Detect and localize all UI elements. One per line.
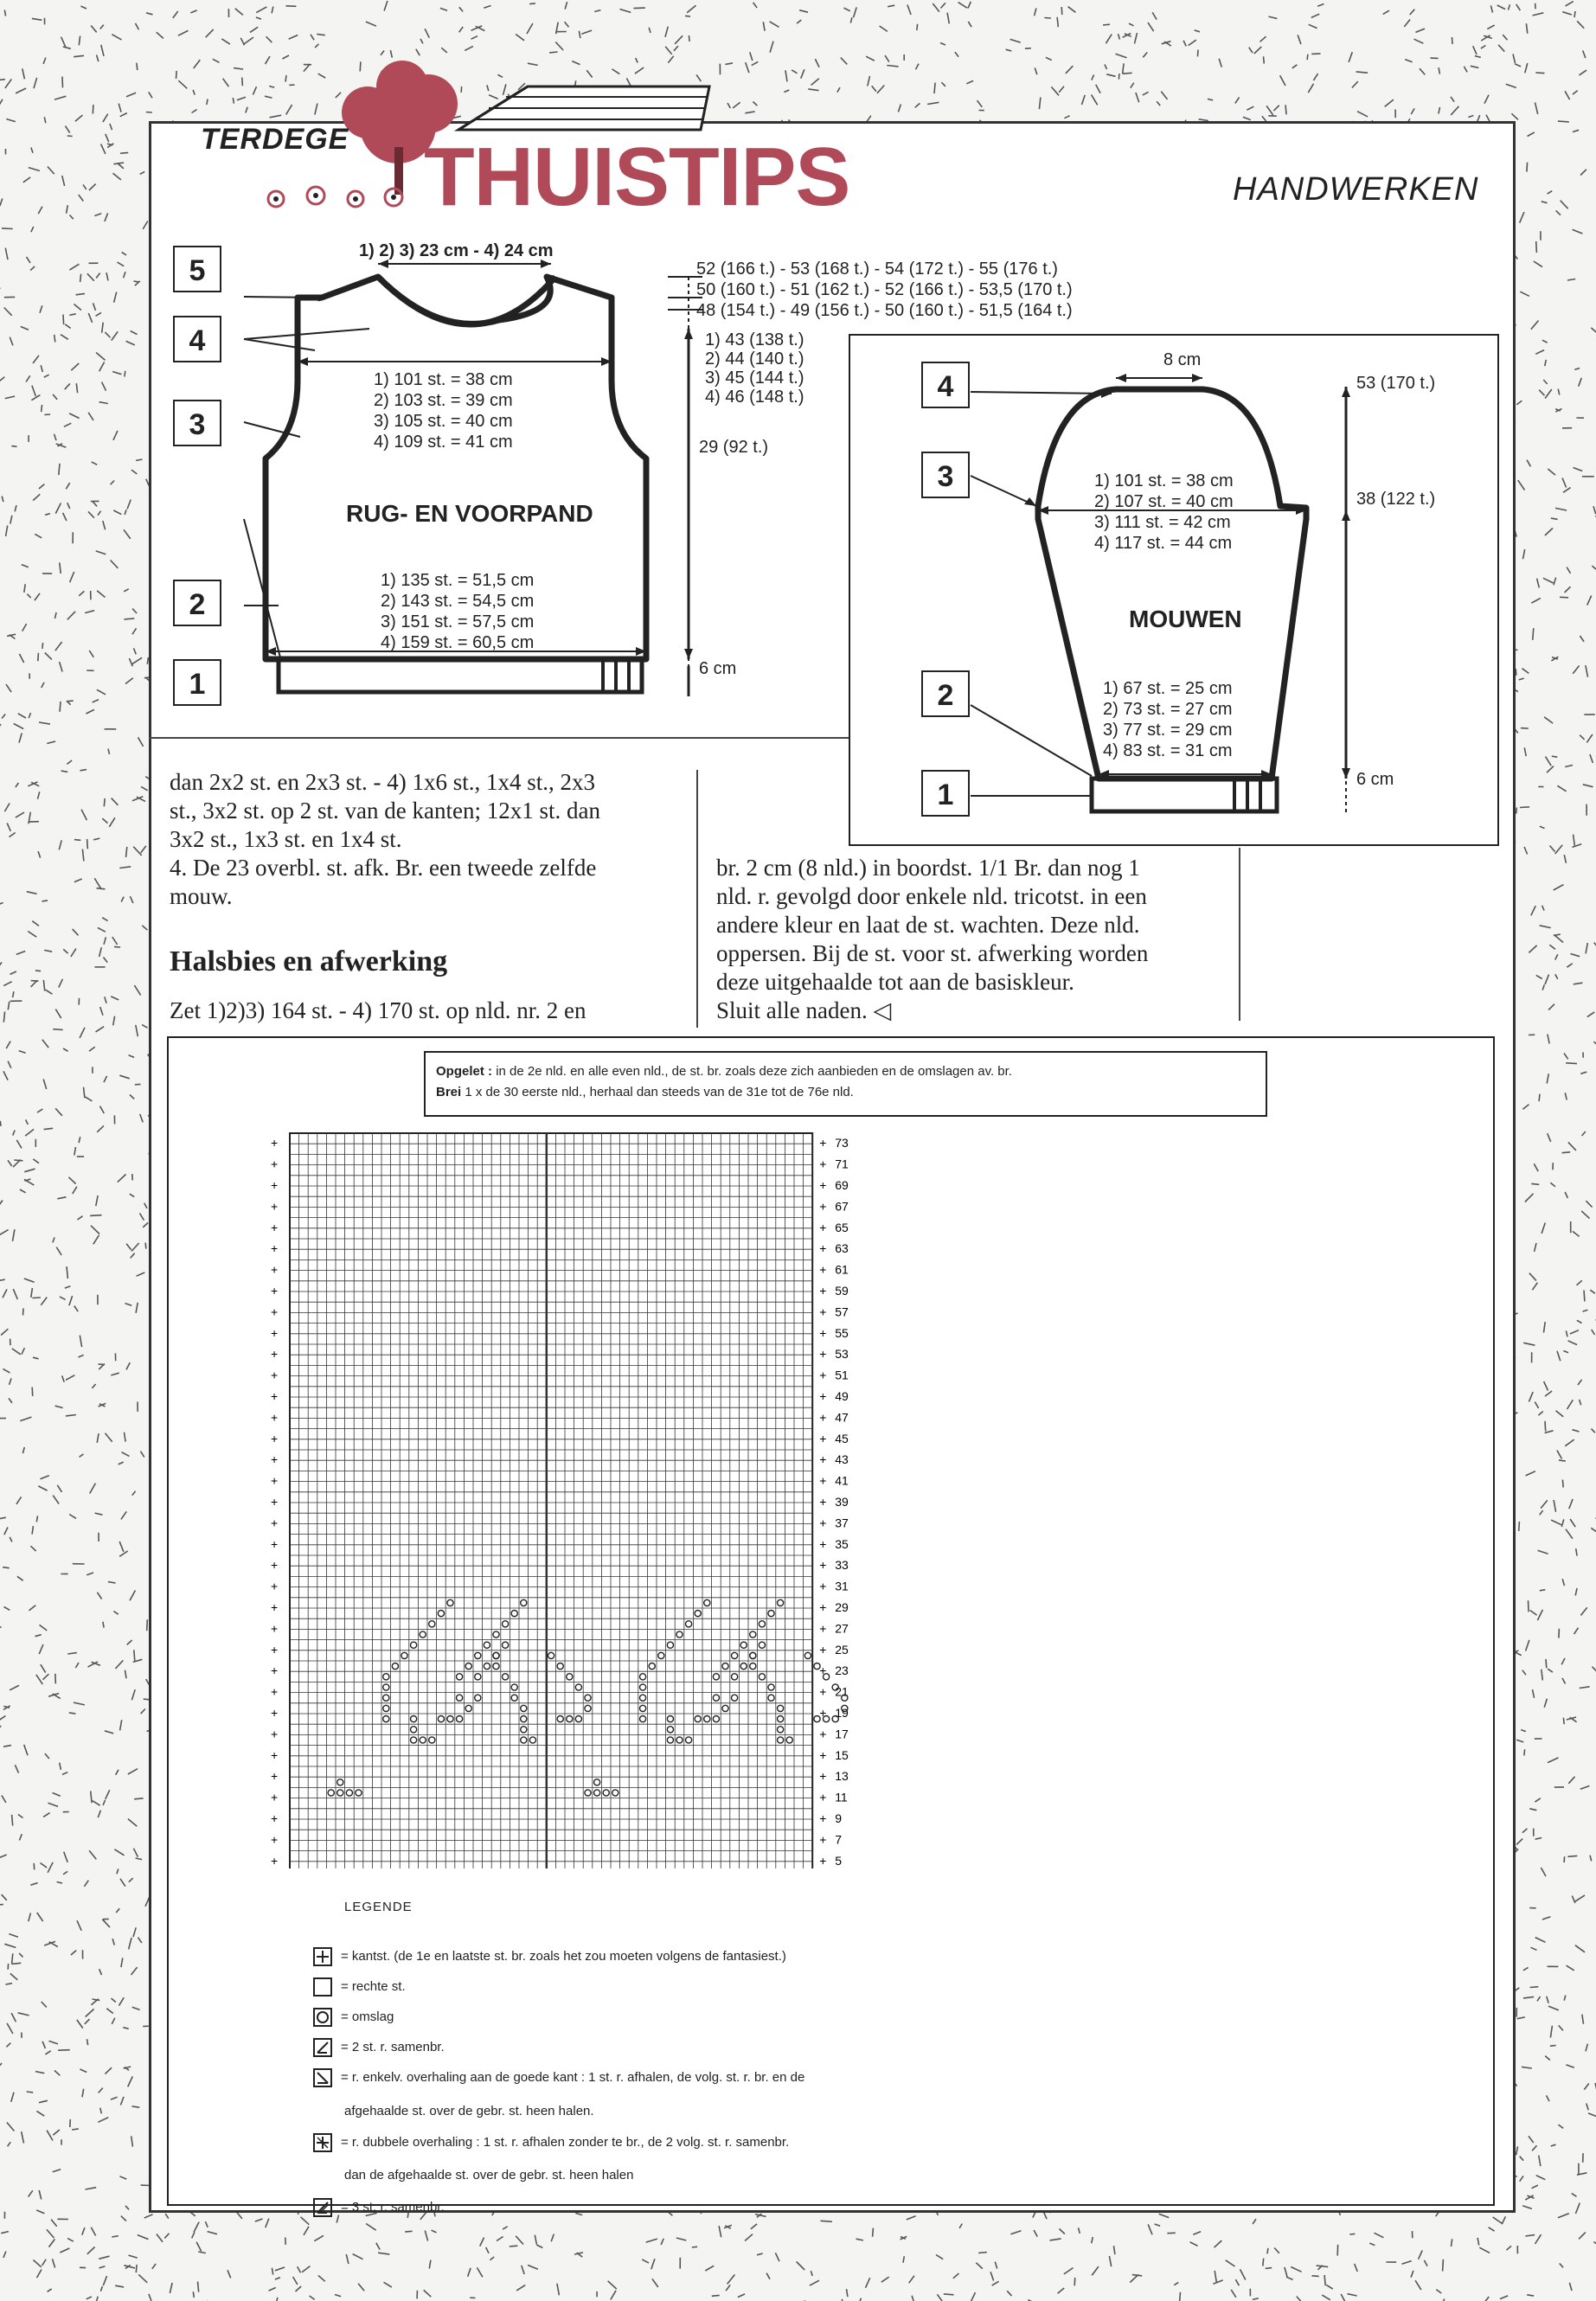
knitting-chart bbox=[260, 1125, 1471, 1868]
text-line: br. 2 cm (8 nld.) in boordst. 1/1 Br. dan nog 1 bbox=[716, 855, 1140, 881]
hem-line-1: 1) 135 st. = 51,5 cm bbox=[381, 571, 535, 590]
edge-stitch-marker: + bbox=[271, 1600, 279, 1614]
chest-line-4: 4) 109 st. = 41 cm bbox=[374, 433, 513, 452]
edge-stitch-marker: + bbox=[819, 1410, 827, 1425]
row-number: 23 bbox=[835, 1663, 849, 1678]
sleeve-marker-1: 1 bbox=[921, 770, 970, 817]
text-line: Zet 1)2)3) 164 st. - 4) 170 st. op nld. nr. 2 en bbox=[170, 997, 586, 1023]
row-number: 45 bbox=[835, 1431, 849, 1445]
sleeve-upper-line-1: 1) 101 st. = 38 cm bbox=[1094, 471, 1234, 490]
legend-item-2samen bbox=[313, 2033, 445, 2062]
edge-stitch-marker: + bbox=[271, 1684, 279, 1699]
edge-stitch-marker: + bbox=[819, 1832, 827, 1847]
legend-text: = kantst. (de 1e en laatste st. br. zoals het zou moeten volgens de fantasiest.) bbox=[341, 1949, 786, 1964]
sleeve-rib-height: 6 cm bbox=[1356, 770, 1394, 789]
sleeve-marker-2: 2 bbox=[921, 670, 970, 717]
edge-stitch-marker: + bbox=[271, 1178, 279, 1192]
edge-stitch-marker: + bbox=[271, 1853, 279, 1868]
k2tog-icon bbox=[313, 2038, 332, 2057]
note-text: in de 2e nld. en alle even nld., de st. br. zoals deze zich aanbieden en de omslagen av. br. bbox=[496, 1064, 1012, 1079]
edge-stitch-marker: + bbox=[819, 1220, 827, 1234]
sleeve-marker-4: 4 bbox=[921, 362, 970, 408]
edge-stitch-marker: + bbox=[271, 1347, 279, 1362]
legend-item-kantst bbox=[313, 1942, 786, 1971]
edge-stitch-marker: + bbox=[271, 1495, 279, 1509]
row-number: 11 bbox=[835, 1790, 848, 1804]
edge-stitch-marker: + bbox=[819, 1389, 827, 1403]
edge-stitch-marker: + bbox=[271, 1790, 279, 1804]
legend-text: = omslag bbox=[341, 2009, 394, 2024]
sleeve-top-width: 8 cm bbox=[1163, 350, 1202, 369]
sleeve-cap-length: 53 (170 t.) bbox=[1356, 374, 1436, 393]
row-number: 73 bbox=[835, 1136, 849, 1150]
armhole-line-1: 1) 43 (138 t.) bbox=[705, 330, 804, 349]
row-number: 41 bbox=[835, 1473, 849, 1488]
row-number: 57 bbox=[835, 1304, 849, 1319]
edge-stitch-marker: + bbox=[271, 1410, 279, 1425]
body-top-width: 1) 2) 3) 23 cm - 4) 24 cm bbox=[359, 241, 554, 260]
row-number: 29 bbox=[835, 1600, 849, 1614]
edge-stitch-marker: + bbox=[271, 1431, 279, 1445]
edge-stitch-marker: + bbox=[819, 1853, 827, 1868]
armhole-line-4: 4) 46 (148 t.) bbox=[705, 388, 804, 407]
edge-stitch-marker: + bbox=[271, 1706, 279, 1720]
legend-item-dubbel bbox=[313, 2128, 789, 2157]
edge-stitch-marker: + bbox=[271, 1262, 279, 1277]
row-number: 25 bbox=[835, 1642, 849, 1657]
edge-stitch-marker: + bbox=[819, 1706, 827, 1720]
edge-stitch-marker: + bbox=[819, 1558, 827, 1573]
sleeve-side-length: 38 (122 t.) bbox=[1356, 490, 1436, 509]
edge-stitch-marker: + bbox=[819, 1579, 827, 1593]
edge-stitch-marker: + bbox=[819, 1157, 827, 1171]
marker-2: 2 bbox=[173, 580, 221, 626]
edge-stitch-marker: + bbox=[819, 1241, 827, 1256]
armhole-line-3: 3) 45 (144 t.) bbox=[705, 369, 804, 388]
edge-stitch-marker: + bbox=[819, 1325, 827, 1340]
armhole-line-2: 2) 44 (140 t.) bbox=[705, 349, 804, 369]
edge-stitch-marker: + bbox=[271, 1558, 279, 1573]
edge-stitch-marker: + bbox=[819, 1452, 827, 1467]
sleeve-upper-line-2: 2) 107 st. = 40 cm bbox=[1094, 492, 1234, 511]
instructions-left-column bbox=[170, 768, 689, 911]
yarn-over-icon bbox=[313, 2008, 332, 2027]
row-number: 27 bbox=[835, 1621, 849, 1636]
section-title: HANDWERKEN bbox=[1233, 171, 1479, 208]
text-line: 3x2 st., 1x3 st. en 1x4 st. bbox=[170, 826, 402, 852]
edge-stitch-marker: + bbox=[819, 1642, 827, 1657]
edge-stitch-marker: + bbox=[819, 1178, 827, 1192]
edge-stitch-marker: + bbox=[819, 1136, 827, 1150]
row-number: 13 bbox=[835, 1769, 849, 1784]
hem-line-2: 2) 143 st. = 54,5 cm bbox=[381, 592, 535, 611]
legend-text: = 2 st. r. samenbr. bbox=[341, 2040, 445, 2054]
legend-continuation: afgehaalde st. over de gebr. st. heen halen. bbox=[344, 2104, 594, 2118]
edge-stitch-marker: + bbox=[271, 1304, 279, 1319]
note-label: Brei bbox=[436, 1085, 462, 1099]
row-number: 59 bbox=[835, 1284, 849, 1298]
row-number: 5 bbox=[835, 1853, 842, 1868]
edge-stitch-marker: + bbox=[271, 1325, 279, 1340]
row-number: 19 bbox=[835, 1706, 849, 1720]
legend-item-overhaling bbox=[313, 2063, 804, 2093]
edge-stitch-marker: + bbox=[271, 1157, 279, 1171]
cuff-line-1: 1) 67 st. = 25 cm bbox=[1103, 679, 1233, 698]
edge-stitch-marker: + bbox=[271, 1284, 279, 1298]
chest-line-1: 1) 101 st. = 38 cm bbox=[374, 370, 513, 389]
edge-stitch-marker: + bbox=[819, 1199, 827, 1214]
row-number: 69 bbox=[835, 1178, 849, 1192]
text-line: oppersen. Bij de st. voor st. afwerking worden bbox=[716, 940, 1149, 966]
row-number: 9 bbox=[835, 1811, 842, 1825]
edge-stitch-marker: + bbox=[819, 1284, 827, 1298]
marker-3: 3 bbox=[173, 400, 221, 446]
row-number: 17 bbox=[835, 1727, 849, 1741]
instructions-right-column bbox=[716, 854, 1235, 1025]
edge-stitch-marker: + bbox=[819, 1769, 827, 1784]
side-height: 29 (92 t.) bbox=[699, 438, 769, 457]
edge-stitch-marker: + bbox=[271, 1220, 279, 1234]
sleeve-upper-line-3: 3) 111 st. = 42 cm bbox=[1094, 513, 1231, 532]
row-number: 53 bbox=[835, 1347, 849, 1362]
magazine-title: THUISTIPS bbox=[424, 131, 850, 223]
column-divider bbox=[696, 770, 698, 1028]
shoulder-line-3: 48 (154 t.) - 49 (156 t.) - 50 (160 t.) - 51,5 (164 t.) bbox=[696, 301, 1073, 320]
knit-stitch-icon bbox=[313, 1977, 332, 1997]
row-number: 61 bbox=[835, 1262, 849, 1277]
edge-stitch-marker: + bbox=[819, 1727, 827, 1741]
text-line: st., 3x2 st. op 2 st. van de kanten; 12x1 st. dan bbox=[170, 798, 600, 824]
row-number: 37 bbox=[835, 1516, 849, 1530]
edge-stitch-marker: + bbox=[819, 1600, 827, 1614]
marker-1: 1 bbox=[173, 659, 221, 706]
hem-line-3: 3) 151 st. = 57,5 cm bbox=[381, 612, 535, 631]
row-number: 65 bbox=[835, 1220, 849, 1234]
flower-ornament-icon bbox=[264, 180, 437, 215]
edge-stitch-marker: + bbox=[271, 1452, 279, 1467]
row-number: 55 bbox=[835, 1325, 849, 1340]
edge-stitch-icon bbox=[313, 1947, 332, 1966]
edge-stitch-marker: + bbox=[271, 1811, 279, 1825]
edge-stitch-marker: + bbox=[271, 1516, 279, 1530]
text-line: 4. De 23 overbl. st. afk. Br. een tweede zelfde bbox=[170, 855, 597, 881]
chest-line-3: 3) 105 st. = 40 cm bbox=[374, 412, 513, 431]
edge-stitch-marker: + bbox=[819, 1368, 827, 1382]
edge-stitch-marker: + bbox=[819, 1516, 827, 1530]
text-line: mouw. bbox=[170, 883, 233, 909]
legend-item-3samen bbox=[313, 2193, 445, 2222]
edge-stitch-marker: + bbox=[819, 1495, 827, 1509]
edge-stitch-marker: + bbox=[819, 1536, 827, 1551]
chest-line-2: 2) 103 st. = 39 cm bbox=[374, 391, 513, 410]
legend-text: = r. enkelv. overhaling aan de goede kant : 1 st. r. afhalen, de volg. st. r. br. en de bbox=[341, 2070, 805, 2085]
k3tog-icon bbox=[313, 2198, 332, 2217]
legend-text: = 3 st. r. samenbr. bbox=[341, 2200, 445, 2214]
text-line: nld. r. gevolgd door enkele nld. tricotst. in een bbox=[716, 883, 1147, 909]
row-number: 47 bbox=[835, 1410, 849, 1425]
row-number: 51 bbox=[835, 1368, 849, 1382]
double-decrease-icon bbox=[313, 2133, 332, 2152]
row-number: 15 bbox=[835, 1747, 849, 1762]
edge-stitch-marker: + bbox=[819, 1621, 827, 1636]
note-label: Opgelet : bbox=[436, 1064, 493, 1079]
sleeve-upper-line-4: 4) 117 st. = 44 cm bbox=[1094, 534, 1233, 553]
sleeve-diagram-title: MOUWEN bbox=[1129, 606, 1242, 632]
edge-stitch-marker: + bbox=[271, 1727, 279, 1741]
edge-stitch-marker: + bbox=[819, 1811, 827, 1825]
row-number: 71 bbox=[835, 1157, 849, 1171]
edge-stitch-marker: + bbox=[819, 1473, 827, 1488]
cuff-line-2: 2) 73 st. = 27 cm bbox=[1103, 700, 1233, 719]
edge-stitch-marker: + bbox=[271, 1136, 279, 1150]
edge-stitch-marker: + bbox=[271, 1199, 279, 1214]
section-heading: Halsbies en afwerking bbox=[170, 945, 448, 977]
edge-stitch-marker: + bbox=[271, 1832, 279, 1847]
edge-stitch-marker: + bbox=[819, 1747, 827, 1762]
text-line: Sluit alle naden. ◁ bbox=[716, 997, 892, 1023]
row-number: 21 bbox=[835, 1684, 849, 1699]
legend-title: LEGENDE bbox=[344, 1900, 413, 1914]
note-box bbox=[424, 1051, 1267, 1117]
marker-4: 4 bbox=[173, 316, 221, 362]
edge-stitch-marker: + bbox=[271, 1621, 279, 1636]
edge-stitch-marker: + bbox=[819, 1663, 827, 1678]
edge-stitch-marker: + bbox=[271, 1536, 279, 1551]
edge-stitch-marker: + bbox=[819, 1790, 827, 1804]
text-line: dan 2x2 st. en 2x3 st. - 4) 1x6 st., 1x4 st., 2x3 bbox=[170, 769, 595, 795]
marker-5: 5 bbox=[173, 246, 221, 292]
edge-stitch-marker: + bbox=[271, 1389, 279, 1403]
edge-stitch-marker: + bbox=[271, 1642, 279, 1657]
edge-stitch-marker: + bbox=[819, 1347, 827, 1362]
edge-stitch-marker: + bbox=[271, 1579, 279, 1593]
edge-stitch-marker: + bbox=[271, 1241, 279, 1256]
row-number: 31 bbox=[835, 1579, 849, 1593]
skp-icon bbox=[313, 2068, 332, 2087]
body-diagram-title: RUG- EN VOORPAND bbox=[346, 500, 593, 527]
row-number: 39 bbox=[835, 1495, 849, 1509]
edge-stitch-marker: + bbox=[271, 1473, 279, 1488]
edge-stitch-marker: + bbox=[819, 1262, 827, 1277]
row-number: 7 bbox=[835, 1832, 842, 1847]
sleeve-marker-3: 3 bbox=[921, 452, 970, 498]
row-number: 63 bbox=[835, 1241, 849, 1256]
legend-text: = rechte st. bbox=[341, 1979, 406, 1994]
row-number: 49 bbox=[835, 1389, 849, 1403]
column-divider bbox=[1239, 848, 1240, 1021]
note-text: 1 x de 30 eerste nld., herhaal dan steeds van de 31e tot de 76e nld. bbox=[465, 1085, 854, 1099]
shoulder-line-1: 52 (166 t.) - 53 (168 t.) - 54 (172 t.) - 55 (176 t.) bbox=[696, 260, 1058, 279]
rib-height: 6 cm bbox=[699, 659, 737, 678]
legend-item-recht bbox=[313, 1972, 406, 2002]
legend-text: = r. dubbele overhaling : 1 st. r. afhalen zonder te br., de 2 volg. st. r. samenbr. bbox=[341, 2135, 790, 2150]
edge-stitch-marker: + bbox=[271, 1769, 279, 1784]
house-roof-icon bbox=[458, 87, 709, 130]
cuff-line-4: 4) 83 st. = 31 cm bbox=[1103, 741, 1233, 760]
edge-stitch-marker: + bbox=[271, 1747, 279, 1762]
legend-item-omslag bbox=[313, 2003, 394, 2032]
edge-stitch-marker: + bbox=[271, 1663, 279, 1678]
row-number: 43 bbox=[835, 1452, 849, 1467]
edge-stitch-marker: + bbox=[819, 1431, 827, 1445]
cuff-line-3: 3) 77 st. = 29 cm bbox=[1103, 721, 1233, 740]
legend-continuation: dan de afgehaalde st. over de gebr. st. heen halen bbox=[344, 2168, 634, 2182]
edge-stitch-marker: + bbox=[819, 1684, 827, 1699]
edge-stitch-marker: + bbox=[271, 1368, 279, 1382]
row-number: 33 bbox=[835, 1558, 849, 1573]
text-line: andere kleur en laat de st. wachten. Deze nld. bbox=[716, 912, 1140, 938]
hem-line-4: 4) 159 st. = 60,5 cm bbox=[381, 633, 535, 652]
shoulder-line-2: 50 (160 t.) - 51 (162 t.) - 52 (166 t.) - 53,5 (170 t.) bbox=[696, 280, 1073, 299]
brand-name: TERDEGE bbox=[201, 123, 349, 156]
row-number: 35 bbox=[835, 1536, 849, 1551]
row-number: 67 bbox=[835, 1199, 849, 1214]
text-line: deze uitgehaalde tot aan de basiskleur. bbox=[716, 969, 1074, 995]
edge-stitch-marker: + bbox=[819, 1304, 827, 1319]
